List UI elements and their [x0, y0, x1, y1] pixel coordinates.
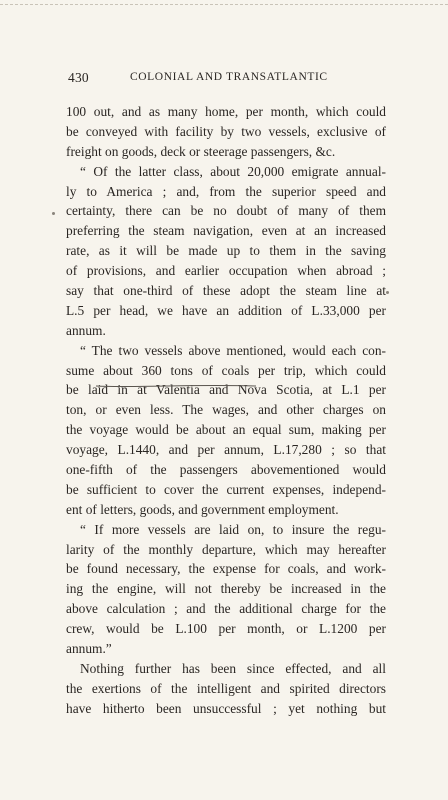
text-line: annum. [66, 322, 106, 338]
text-line: voyage, L.1440, and per annum, L.17,280 ; so that [66, 442, 386, 458]
text-line: be sufficient to cover the current expenses, independ- [66, 481, 386, 497]
text-line: “ If more vessels are laid on, to insure the regu- [80, 521, 386, 537]
page-header [68, 70, 388, 86]
text-line: ton, or even less. The wages, and other charges on [66, 402, 386, 418]
text-line: say that one-third of these adopt the steam line at [66, 283, 386, 299]
text-line: “ Of the latter class, about 20,000 emigrate annual- [80, 163, 386, 179]
text-line: be conveyed with facility by two vessels, exclusive of [66, 123, 386, 139]
text-line: rate, as it will be made up to them in the saving [66, 243, 386, 259]
text-line: crew, would be L.100 per month, or L.1200 per [66, 621, 386, 637]
top-edge-rule [0, 4, 448, 5]
text-line: freight on goods, deck or steerage passengers, &c. [66, 143, 336, 159]
running-head: COLONIAL AND TRANSATLANTIC [130, 71, 328, 83]
text-line: ly to America ; and, from the superior speed and [66, 183, 386, 199]
margin-mark [386, 291, 389, 294]
text-line: have hitherto been unsuccessful ; yet nothing but [66, 700, 386, 716]
text-line: above calculation ; and the additional charge for the [66, 601, 386, 617]
text-line: the exertions of the intelligent and spirited directors [66, 680, 386, 696]
text-line: be laid in at Valentia and Nova Scotia, at L.1 per [66, 382, 386, 398]
text-line: be found necessary, the expense for coals, and work- [66, 561, 386, 577]
pencil-underline [95, 383, 257, 389]
page-number: 430 [68, 70, 89, 85]
text-line: “ The two vessels above mentioned, would each con- [80, 342, 386, 358]
text-line: larity of the monthly departure, which may hereafter [66, 541, 386, 557]
text-line: ent of letters, goods, and government employment. [66, 501, 339, 517]
text-line: preferring the steam navigation, even at an increased [66, 223, 386, 239]
margin-mark [52, 212, 55, 215]
text-line: sume about 360 tons of coals per trip, which could [66, 362, 386, 378]
text-line: the voyage would be about an equal sum, making per [66, 422, 386, 438]
text-line: certainty, there can be no doubt of many of them [66, 203, 386, 219]
text-line: one-fifth of the passengers abovementioned would [66, 462, 386, 478]
text-line: annum.” [66, 641, 112, 657]
text-line: Nothing further has been since effected, and all [80, 660, 386, 676]
text-line: ing the engine, will not thereby be increased in the [66, 581, 386, 597]
text-line: of provisions, and earlier occupation when abroad ; [66, 263, 386, 279]
text-line: 100 out, and as many home, per month, which could [66, 104, 386, 119]
text-line: L.5 per head, we have an addition of L.33,000 per [66, 302, 386, 318]
body-text [66, 102, 386, 719]
